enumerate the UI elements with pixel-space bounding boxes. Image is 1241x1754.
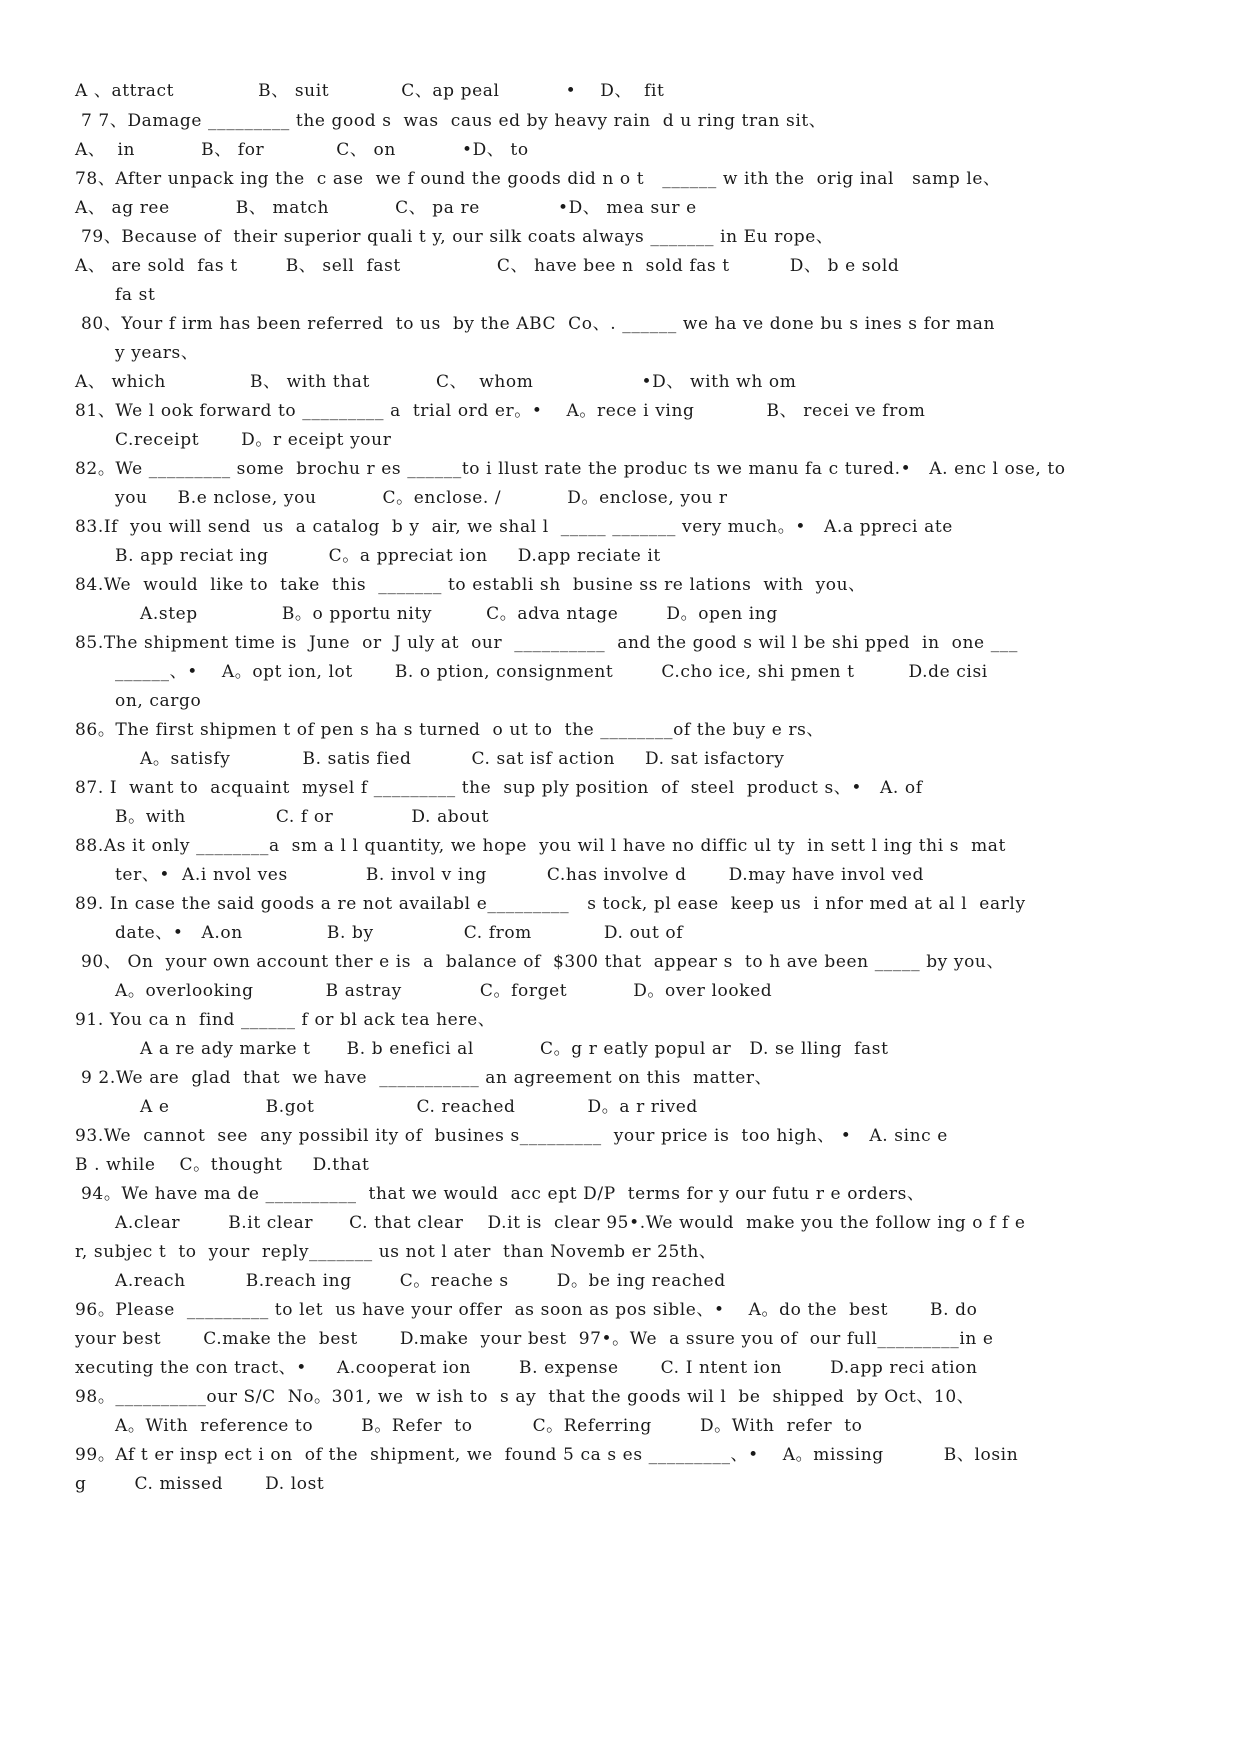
q84-options: A.step B。o pportu nity C。adva ntage D。open ing <box>140 604 778 624</box>
q77-question: 7 7、Damage _________ the good s was caus ed by heavy rain d u ring tran sit、 <box>75 111 827 131</box>
q94-question: 94。We have ma de __________ that we would acc ept D/P terms for y our futu r e orders、 <box>75 1184 925 1204</box>
q86-question: 86。The first shipmen t of pen s ha s turned o ut to the ________of the buy e rs、 <box>75 720 825 740</box>
q81-options: C.receipt D。r eceipt your <box>115 430 392 450</box>
q98-question: 98。__________our S/C No。301, we w ish to s ay that the goods wil l be shipped by Oct、10、 <box>75 1387 975 1407</box>
q93-options: B . while C。thought D.that <box>75 1155 370 1175</box>
q83-options: B. app reciat ing C。a ppreciat ion D.app reciate it <box>115 546 661 566</box>
q87-question: 87. I want to acquaint mysel f _________ the sup ply position of steel product s、• A. of <box>75 778 923 798</box>
q97-options: xecuting the con tract、• A.cooperat ion B. expense C. I ntent ion D.app reci ation <box>75 1358 978 1378</box>
q79-options: A、 are sold fas t B、 sell fast C、 have bee n sold fas t D、 b e sold <box>75 256 900 276</box>
q93-question: 93.We cannot see any possibil ity of busines s_________ your price is too high、 • A. sinc e <box>75 1126 948 1146</box>
q84-question: 84.We would like to take this _______ to establi sh busine ss re lations with you、 <box>75 575 866 595</box>
q83-question: 83.If you will send us a catalog b y air, we shal l _____ _______ very much。• A.a ppreci ate <box>75 517 953 537</box>
q82-question: 82。We _________ some brochu r es ______to i llust rate the produc ts we manu fa c tured.• A. enc l ose, to <box>75 459 1066 479</box>
q78-options: A、 ag ree B、 match C、 pa re •D、 mea sur e <box>75 198 697 218</box>
q88-options: ter、• A.i nvol ves B. invol v ing C.has involve d D.may have invol ved <box>115 865 925 885</box>
q90-options: A。overlooking B astray C。forget D。over looked <box>115 981 773 1001</box>
q92-options: A e B.got C. reached D。a r rived <box>140 1097 698 1117</box>
q94-options-q95: A.clear B.it clear C. that clear D.it is clear 95•.We would make you the follow ing o f f e <box>115 1213 1026 1233</box>
q92-question: 9 2.We are glad that we have ___________ an agreement on this matter、 <box>75 1068 773 1088</box>
q91-question: 91. You ca n find ______ f or bl ack tea here、 <box>75 1010 496 1030</box>
q85-options-cont: on, cargo <box>115 691 202 711</box>
q82-options: you B.e nclose, you C。enclose. / D。enclose, you r <box>115 488 728 508</box>
q98-options: A。With reference to B。Refer to C。Referring D。With refer to <box>115 1416 863 1436</box>
q96-options-q97: your best C.make the best D.make your best 97•。We a ssure you of our full_________in e <box>75 1329 994 1349</box>
q86-options: A。satisfy B. satis fied C. sat isf action D. sat isfactory <box>140 749 785 769</box>
q79-options-cont: fa st <box>115 285 156 305</box>
q85-options: ______、• A。opt ion, lot B. o ption, consignment C.cho ice, shi pmen t D.de cisi <box>115 662 988 682</box>
q99-question: 99。Af t er insp ect i on of the shipment, we found 5 ca s es _________、• A。missing B、losin <box>75 1445 1019 1465</box>
q80-options: A、 which B、 with that C、 whom •D、 with wh om <box>75 372 797 392</box>
q90-question: 90、 On your own account ther e is a balance of $300 that appear s to h ave been _____ by you、 <box>75 952 1005 972</box>
q79-question: 79、Because of their superior quali t y, our silk coats always _______ in Eu rope、 <box>75 227 834 247</box>
q91-options: A a re ady marke t B. b enefici al C。g r eatly popul ar D. se lling fast <box>140 1039 889 1059</box>
q77-options: A、 in B、 for C、 on •D、 to <box>75 140 529 160</box>
q76-options: A 、attract B、 suit C、ap peal • D、 fit <box>75 81 665 101</box>
q80-question-cont: y years、 <box>115 343 199 363</box>
q95-options: A.reach B.reach ing C。reache s D。be ing reached <box>115 1271 726 1291</box>
q88-question: 88.As it only ________a sm a l l quantity, we hope you wil l have no diffic ul ty in sett l ing thi s mat <box>75 836 1006 856</box>
q85-question: 85.The shipment time is June or J uly at our __________ and the good s wil l be shi pped in one ___ <box>75 633 1018 653</box>
q99-options: g C. missed D. lost <box>75 1474 325 1494</box>
q78-question: 78、After unpack ing the c ase we f ound the goods did n o t ______ w ith the orig inal samp le、 <box>75 169 1001 189</box>
q81-question: 81、We l ook forward to _________ a trial ord er。• A。rece i ving B、 recei ve from <box>75 401 926 421</box>
q89-question: 89. In case the said goods a re not availabl e_________ s tock, pl ease keep us i nfor med at al l early <box>75 894 1026 914</box>
q89-options: date、• A.on B. by C. from D. out of <box>115 923 684 943</box>
q87-options: B。with C. f or D. about <box>115 807 490 827</box>
q80-question: 80、Your f irm has been referred to us by the ABC Co、. ______ we ha ve done bu s ines s for man <box>75 314 996 334</box>
q96-question: 96。Please _________ to let us have your offer as soon as pos sible、• A。do the best B. do <box>75 1300 978 1320</box>
q95-question-cont: r, subjec t to your reply_______ us not l ater than Novemb er 25th、 <box>75 1242 717 1262</box>
